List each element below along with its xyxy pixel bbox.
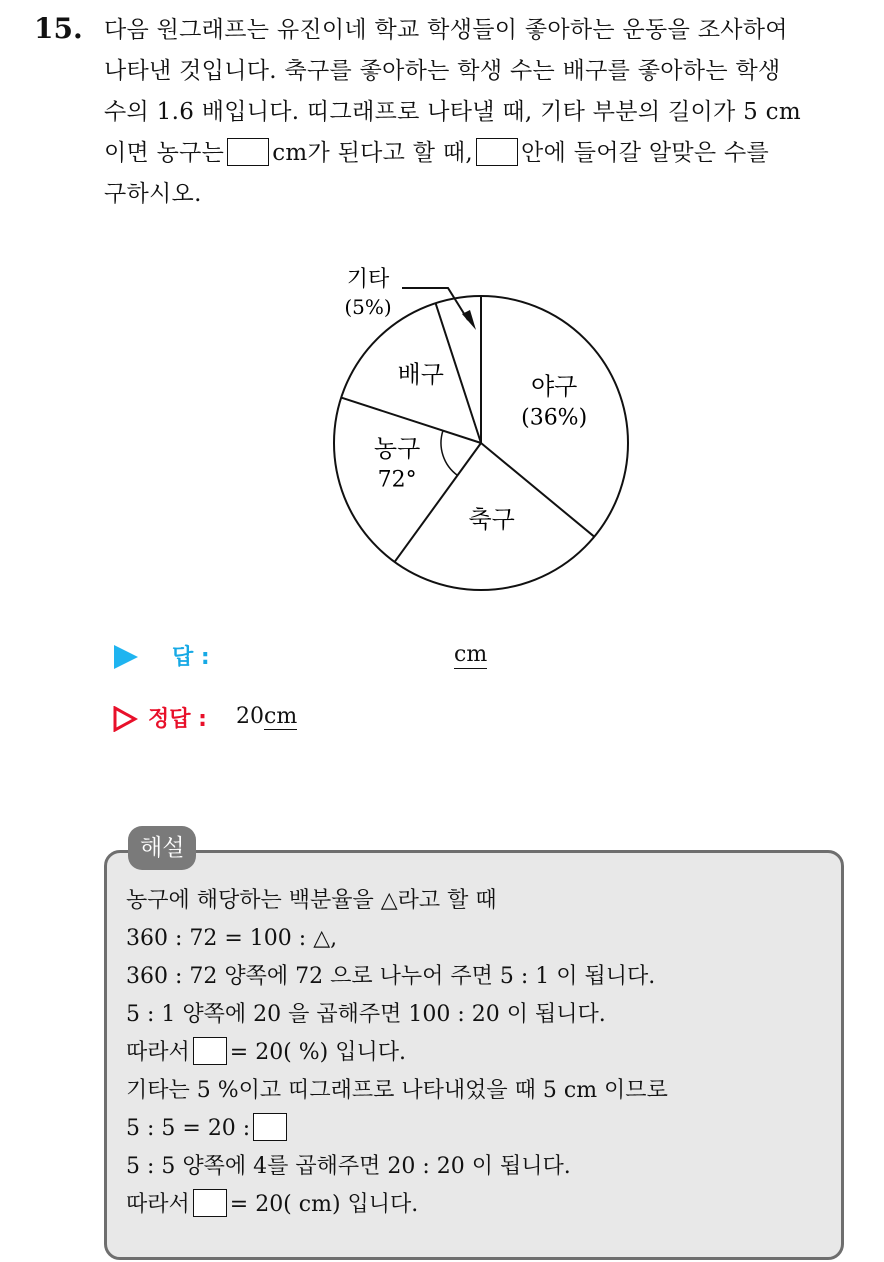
explanation-part: 5 : 5 = 20 :	[126, 1116, 251, 1141]
slice-value: (5%)	[344, 295, 392, 319]
correct-unit: cm	[264, 704, 298, 729]
blank-box	[193, 1037, 227, 1065]
explanation-line: 5 : 1 양쪽에 20 을 곱해주면 100 : 20 이 됩니다.	[126, 1002, 606, 1027]
outline-play-icon	[112, 706, 138, 732]
blank-box	[476, 138, 518, 166]
explanation-line	[126, 1034, 668, 1072]
explanation-part: 따라서	[126, 1192, 190, 1217]
correct-value: 20	[236, 704, 264, 729]
question-line: 다음 원그래프는 유진이네 학교 학생들이 좋아하는 운동을 조사하여	[104, 17, 788, 43]
question-line-part: cm가 된다고 할 때,	[272, 140, 474, 166]
explanation-text	[126, 882, 668, 1224]
explanation-line: 기타는 5 %이고 띠그래프로 나타내었을 때 5 cm 이므로	[126, 1078, 668, 1103]
explanation-line: 5 : 5 양쪽에 4를 곱해주면 20 : 20 이 됩니다.	[126, 1154, 571, 1179]
blank-box	[227, 138, 269, 166]
slice-value: 72°	[377, 467, 417, 493]
question-line: 나타낸 것입니다. 축구를 좋아하는 학생 수는 배구를 좋아하는 학생	[104, 58, 781, 84]
pie-chart-svg	[320, 250, 640, 600]
blank-box	[253, 1113, 287, 1141]
question-line: 수의 1.6 배입니다. 띠그래프로 나타낼 때, 기타 부분의 길이가 5 cm	[104, 99, 801, 125]
question-line	[104, 133, 864, 174]
explanation-line: 360 : 72 양쪽에 72 으로 나누어 주면 5 : 1 이 됩니다.	[126, 964, 656, 989]
slice-label: 기타	[346, 267, 390, 292]
explanation-tag: 해설	[128, 826, 196, 870]
answer-label: 답 :	[172, 645, 210, 670]
question-line: 구하시오.	[104, 181, 202, 207]
correct-answer-value	[236, 704, 297, 730]
explanation-line	[126, 1110, 668, 1148]
correct-answer-row	[112, 702, 412, 738]
question-line-part: 이면 농구는	[104, 140, 225, 166]
explanation-line: 농구에 해당하는 백분율을 △라고 할 때	[126, 888, 497, 913]
explanation-line	[126, 1186, 668, 1224]
answer-unit: cm	[454, 642, 488, 667]
pie-chart	[320, 250, 640, 600]
correct-answer-label: 정답 :	[148, 707, 207, 732]
answer-row	[112, 640, 532, 676]
slice-value: (36%)	[521, 405, 588, 431]
explanation-part: = 20( cm) 입니다.	[229, 1192, 419, 1217]
question-text	[104, 10, 864, 215]
blank-box	[193, 1189, 227, 1217]
slice-label: 축구	[468, 505, 515, 534]
explanation-line: 360 : 72 = 100 : △,	[126, 926, 338, 951]
question-line-part: 안에 들어갈 알맞은 수를	[521, 140, 770, 166]
slice-label: 배구	[397, 360, 444, 389]
explanation-part: = 20( %) 입니다.	[229, 1040, 406, 1065]
question-number: 15.	[34, 12, 83, 45]
play-icon	[112, 644, 140, 670]
slice-label: 농구	[373, 434, 421, 463]
slice-label: 야구	[530, 372, 578, 401]
explanation-part: 따라서	[126, 1040, 190, 1065]
